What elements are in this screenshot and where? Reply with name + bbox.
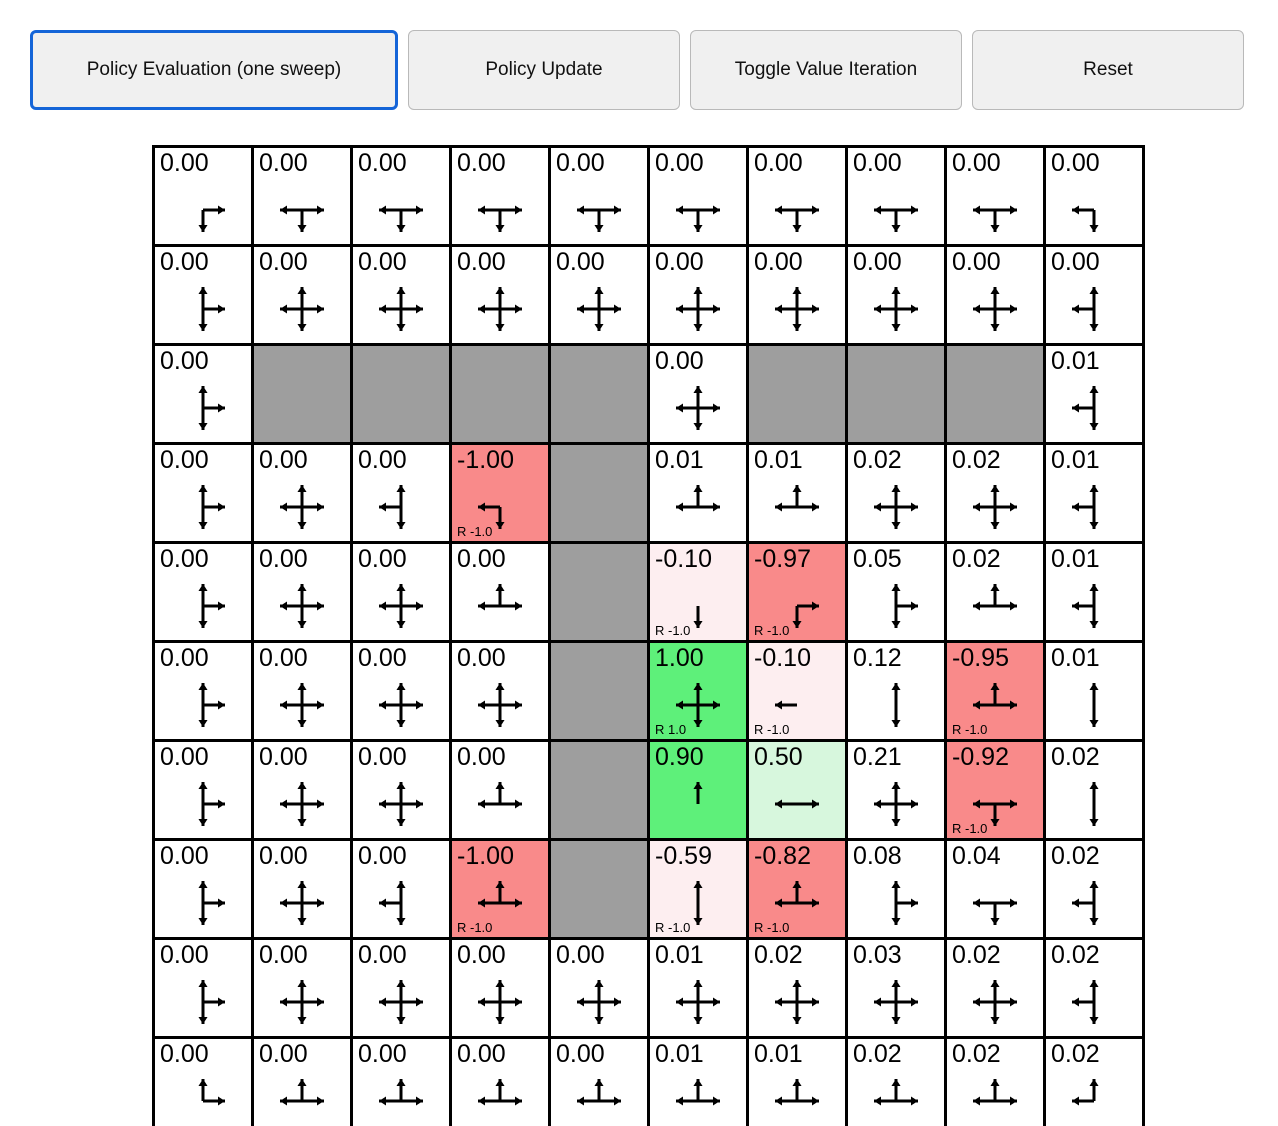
grid-cell-wall[interactable] — [550, 840, 649, 939]
grid-cell-wall[interactable] — [550, 741, 649, 840]
grid-cell[interactable] — [649, 147, 748, 246]
cell-value: 0.00 — [556, 248, 605, 276]
cell-value: -1.00 — [457, 446, 514, 474]
cell-value: 0.00 — [556, 149, 605, 177]
grid-cell[interactable] — [154, 444, 253, 543]
cell-value: 0.00 — [358, 545, 407, 573]
grid-cell[interactable] — [352, 642, 451, 741]
grid-cell[interactable] — [847, 543, 946, 642]
cell-value: 0.02 — [754, 941, 803, 969]
cell-value: 1.00 — [655, 644, 704, 672]
cell-value: 0.02 — [1051, 941, 1100, 969]
cell-value: 0.00 — [457, 1040, 506, 1068]
grid-cell[interactable] — [649, 1038, 748, 1126]
cell-value: 0.01 — [754, 446, 803, 474]
grid-cell[interactable] — [649, 642, 748, 741]
grid-cell[interactable] — [352, 840, 451, 939]
grid-cell[interactable] — [946, 444, 1045, 543]
grid-cell[interactable] — [748, 1038, 847, 1126]
grid-cell[interactable] — [748, 840, 847, 939]
cell-value: 0.50 — [754, 743, 803, 771]
grid-cell[interactable] — [1045, 939, 1144, 1038]
grid-cell[interactable] — [847, 939, 946, 1038]
grid-cell[interactable] — [847, 147, 946, 246]
grid-cell[interactable] — [649, 939, 748, 1038]
grid-cell[interactable] — [253, 840, 352, 939]
cell-value: -0.10 — [655, 545, 712, 573]
cell-value: 0.03 — [853, 941, 902, 969]
grid-cell[interactable] — [1045, 840, 1144, 939]
grid-cell[interactable] — [649, 345, 748, 444]
cell-value: 0.00 — [160, 644, 209, 672]
gridworld-grid — [152, 145, 1145, 1126]
grid-cell-wall[interactable] — [550, 345, 649, 444]
cell-reward: R -1.0 — [655, 920, 691, 935]
grid-row — [154, 444, 1144, 543]
cell-value: 0.01 — [655, 446, 704, 474]
grid-cell[interactable] — [1045, 543, 1144, 642]
grid-cell[interactable] — [154, 642, 253, 741]
grid-cell[interactable] — [451, 642, 550, 741]
cell-value: 0.00 — [160, 446, 209, 474]
grid-cell[interactable] — [946, 939, 1045, 1038]
grid-cell[interactable] — [451, 741, 550, 840]
grid-cell[interactable] — [748, 741, 847, 840]
grid-cell[interactable] — [253, 939, 352, 1038]
grid-cell[interactable] — [253, 1038, 352, 1126]
grid-cell-wall[interactable] — [451, 345, 550, 444]
grid-cell[interactable] — [1045, 345, 1144, 444]
cell-value: 0.02 — [853, 446, 902, 474]
grid-cell[interactable] — [1045, 741, 1144, 840]
grid-cell[interactable] — [946, 246, 1045, 345]
cell-value: 0.00 — [160, 941, 209, 969]
grid-cell[interactable] — [253, 741, 352, 840]
grid-cell[interactable] — [154, 147, 253, 246]
cell-reward: R -1.0 — [457, 524, 493, 539]
cell-value: 0.01 — [1051, 446, 1100, 474]
cell-value: 0.00 — [655, 149, 704, 177]
cell-reward: R -1.0 — [952, 821, 988, 836]
grid-cell-wall[interactable] — [550, 444, 649, 543]
cell-value: 0.04 — [952, 842, 1001, 870]
grid-cell[interactable] — [1045, 642, 1144, 741]
cell-value: 0.02 — [952, 446, 1001, 474]
cell-value: 0.01 — [1051, 545, 1100, 573]
grid-cell[interactable] — [946, 642, 1045, 741]
grid-cell-wall[interactable] — [550, 642, 649, 741]
grid-row — [154, 939, 1144, 1038]
cell-value: 0.00 — [358, 149, 407, 177]
cell-value: -0.92 — [952, 743, 1009, 771]
cell-value: 0.00 — [259, 149, 308, 177]
grid-cell[interactable] — [748, 246, 847, 345]
grid-cell[interactable] — [550, 939, 649, 1038]
grid-row — [154, 147, 1144, 246]
grid-cell[interactable] — [451, 543, 550, 642]
cell-value: 0.12 — [853, 644, 902, 672]
cell-value: 0.00 — [457, 149, 506, 177]
cell-value: 0.00 — [259, 842, 308, 870]
grid-cell[interactable] — [748, 147, 847, 246]
grid-cell-wall[interactable] — [946, 345, 1045, 444]
cell-value: -1.00 — [457, 842, 514, 870]
grid-cell[interactable] — [154, 741, 253, 840]
grid-cell[interactable] — [847, 1038, 946, 1126]
cell-value: 0.00 — [358, 743, 407, 771]
grid-cell[interactable] — [451, 1038, 550, 1126]
grid-cell[interactable] — [946, 147, 1045, 246]
grid-cell[interactable] — [649, 543, 748, 642]
grid-cell[interactable] — [154, 939, 253, 1038]
grid-cell[interactable] — [946, 543, 1045, 642]
cell-value: 0.00 — [952, 248, 1001, 276]
grid-cell-wall[interactable] — [847, 345, 946, 444]
grid-cell[interactable] — [649, 741, 748, 840]
cell-value: 0.00 — [160, 743, 209, 771]
grid-cell[interactable] — [847, 444, 946, 543]
grid-cell[interactable] — [253, 147, 352, 246]
grid-cell[interactable] — [154, 1038, 253, 1126]
grid-cell[interactable] — [154, 543, 253, 642]
grid-cell-wall[interactable] — [748, 345, 847, 444]
cell-value: 0.00 — [358, 248, 407, 276]
cell-reward: R -1.0 — [754, 623, 790, 638]
cell-value: 0.00 — [358, 941, 407, 969]
grid-cell[interactable] — [451, 840, 550, 939]
grid-cell[interactable] — [154, 840, 253, 939]
grid-cell[interactable] — [253, 543, 352, 642]
cell-value: 0.00 — [160, 842, 209, 870]
grid-cell[interactable] — [253, 246, 352, 345]
policy-evaluation-button[interactable]: Policy Evaluation (one sweep) — [30, 30, 398, 110]
grid-row — [154, 642, 1144, 741]
grid-row — [154, 246, 1144, 345]
cell-value: 0.00 — [457, 644, 506, 672]
grid-cell[interactable] — [946, 840, 1045, 939]
grid-cell[interactable] — [748, 543, 847, 642]
grid-cell[interactable] — [847, 642, 946, 741]
grid-cell[interactable] — [847, 840, 946, 939]
grid-cell[interactable] — [847, 741, 946, 840]
cell-value: 0.00 — [259, 446, 308, 474]
grid-cell[interactable] — [649, 246, 748, 345]
grid-cell[interactable] — [352, 147, 451, 246]
grid-cell[interactable] — [352, 1038, 451, 1126]
cell-value: 0.00 — [952, 149, 1001, 177]
cell-value: -0.95 — [952, 644, 1009, 672]
grid-row — [154, 543, 1144, 642]
grid-table — [152, 145, 1145, 1126]
cell-value: 0.00 — [358, 446, 407, 474]
cell-value: 0.02 — [853, 1040, 902, 1068]
cell-value: 0.90 — [655, 743, 704, 771]
reset-button[interactable]: Reset — [972, 30, 1244, 110]
cell-value: -0.82 — [754, 842, 811, 870]
grid-cell[interactable] — [1045, 1038, 1144, 1126]
grid-cell[interactable] — [946, 741, 1045, 840]
cell-value: 0.00 — [853, 248, 902, 276]
cell-value: 0.00 — [160, 149, 209, 177]
cell-value: 0.00 — [160, 248, 209, 276]
cell-value: 0.05 — [853, 545, 902, 573]
cell-value: 0.00 — [160, 1040, 209, 1068]
cell-value: 0.02 — [1051, 842, 1100, 870]
cell-value: 0.00 — [556, 1040, 605, 1068]
cell-value: -0.10 — [754, 644, 811, 672]
grid-cell[interactable] — [946, 1038, 1045, 1126]
cell-reward: R 1.0 — [655, 722, 687, 737]
cell-value: 0.00 — [754, 248, 803, 276]
cell-value: 0.00 — [457, 545, 506, 573]
cell-value: 0.00 — [259, 248, 308, 276]
cell-value: 0.00 — [259, 941, 308, 969]
grid-cell[interactable] — [352, 543, 451, 642]
cell-value: 0.00 — [1051, 248, 1100, 276]
cell-value: 0.00 — [457, 248, 506, 276]
cell-reward: R -1.0 — [655, 623, 691, 638]
cell-value: 0.02 — [952, 1040, 1001, 1068]
cell-value: 0.00 — [754, 149, 803, 177]
cell-reward: R -1.0 — [457, 920, 493, 935]
grid-cell-wall[interactable] — [253, 345, 352, 444]
cell-reward: R -1.0 — [754, 722, 790, 737]
cell-reward: R -1.0 — [754, 920, 790, 935]
cell-value: 0.00 — [655, 347, 704, 375]
toggle-value-iteration-button[interactable]: Toggle Value Iteration — [690, 30, 962, 110]
cell-value: 0.01 — [754, 1040, 803, 1068]
cell-value: 0.02 — [1051, 1040, 1100, 1068]
grid-row — [154, 741, 1144, 840]
cell-value: 0.21 — [853, 743, 902, 771]
cell-value: -0.59 — [655, 842, 712, 870]
grid-cell[interactable] — [352, 939, 451, 1038]
grid-row — [154, 345, 1144, 444]
grid-cell[interactable] — [649, 840, 748, 939]
grid-cell[interactable] — [451, 147, 550, 246]
cell-value: 0.00 — [457, 743, 506, 771]
grid-cell[interactable] — [1045, 147, 1144, 246]
cell-value: 0.00 — [358, 644, 407, 672]
cell-value: 0.01 — [1051, 644, 1100, 672]
cell-value: 0.00 — [556, 941, 605, 969]
grid-cell[interactable] — [550, 147, 649, 246]
cell-value: 0.01 — [1051, 347, 1100, 375]
grid-cell[interactable] — [451, 939, 550, 1038]
policy-update-button[interactable]: Policy Update — [408, 30, 680, 110]
cell-value: 0.00 — [259, 644, 308, 672]
cell-value: 0.02 — [952, 941, 1001, 969]
cell-value: 0.00 — [1051, 149, 1100, 177]
cell-value: 0.02 — [1051, 743, 1100, 771]
grid-cell[interactable] — [451, 246, 550, 345]
cell-value: 0.01 — [655, 941, 704, 969]
grid-cell-wall[interactable] — [550, 543, 649, 642]
cell-value: 0.00 — [259, 743, 308, 771]
grid-cell[interactable] — [352, 246, 451, 345]
cell-value: 0.00 — [160, 545, 209, 573]
grid-cell[interactable] — [748, 444, 847, 543]
grid-row — [154, 840, 1144, 939]
grid-cell[interactable] — [1045, 246, 1144, 345]
grid-cell[interactable] — [649, 444, 748, 543]
cell-value: -0.97 — [754, 545, 811, 573]
cell-reward: R -1.0 — [952, 722, 988, 737]
toolbar — [30, 30, 1244, 110]
grid-cell[interactable] — [451, 444, 550, 543]
grid-cell[interactable] — [748, 642, 847, 741]
grid-cell[interactable] — [847, 246, 946, 345]
grid-cell[interactable] — [253, 642, 352, 741]
grid-cell[interactable] — [154, 246, 253, 345]
grid-cell-wall[interactable] — [352, 345, 451, 444]
grid-cell[interactable] — [748, 939, 847, 1038]
cell-value: 0.00 — [853, 149, 902, 177]
cell-value: 0.08 — [853, 842, 902, 870]
grid-cell[interactable] — [550, 1038, 649, 1126]
cell-value: 0.00 — [259, 1040, 308, 1068]
grid-cell[interactable] — [550, 246, 649, 345]
cell-value: 0.00 — [457, 941, 506, 969]
grid-cell[interactable] — [154, 345, 253, 444]
grid-cell[interactable] — [352, 444, 451, 543]
cell-value: 0.02 — [952, 545, 1001, 573]
cell-value: 0.00 — [655, 248, 704, 276]
grid-cell[interactable] — [1045, 444, 1144, 543]
cell-value: 0.00 — [259, 545, 308, 573]
cell-value: 0.00 — [358, 842, 407, 870]
grid-cell[interactable] — [253, 444, 352, 543]
cell-value: 0.00 — [358, 1040, 407, 1068]
cell-value: 0.01 — [655, 1040, 704, 1068]
grid-row — [154, 1038, 1144, 1126]
grid-cell[interactable] — [352, 741, 451, 840]
cell-value: 0.00 — [160, 347, 209, 375]
